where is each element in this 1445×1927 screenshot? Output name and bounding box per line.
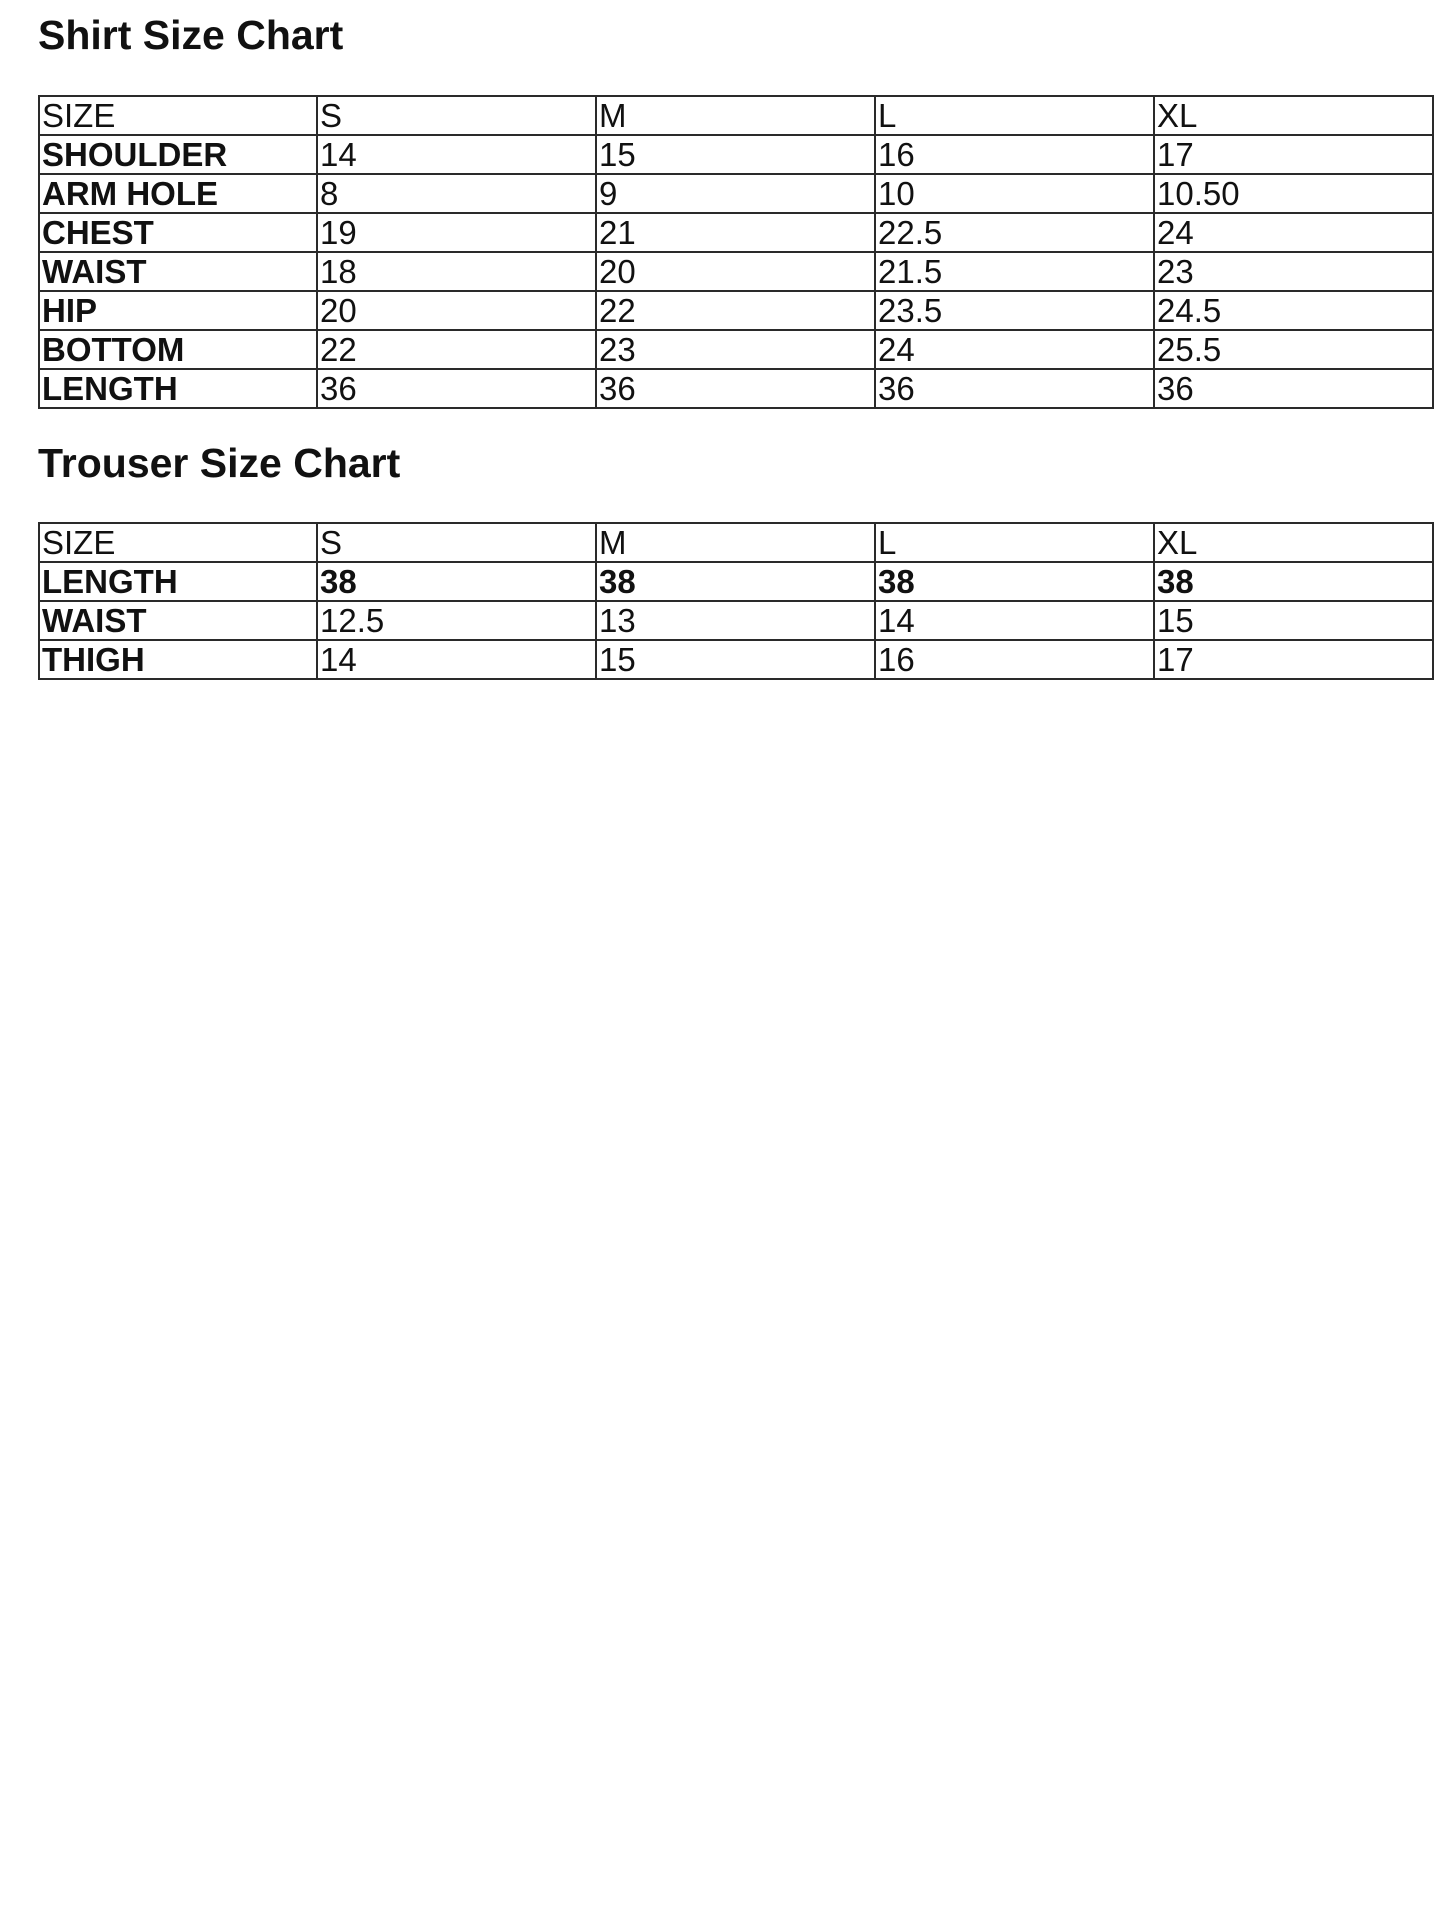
- shirt-table-cell: 22.5: [875, 213, 1154, 252]
- trouser-table-cell: XL: [1154, 523, 1433, 562]
- trouser-size-table-body: [39, 523, 1433, 679]
- shirt-table-cell: 24: [1154, 213, 1433, 252]
- shirt-table-cell: 21: [596, 213, 875, 252]
- shirt-table-cell: 20: [317, 291, 596, 330]
- trouser-table-cell: 15: [596, 640, 875, 679]
- shirt-table-cell: 24: [875, 330, 1154, 369]
- trouser-table-cell: S: [317, 523, 596, 562]
- shirt-table-cell: S: [317, 96, 596, 135]
- shirt-table-cell: 15: [596, 135, 875, 174]
- trouser-table-cell: 16: [875, 640, 1154, 679]
- shirt-table-cell: 17: [1154, 135, 1433, 174]
- shirt-table-cell: 24.5: [1154, 291, 1433, 330]
- table-row: [39, 601, 1433, 640]
- shirt-table-cell: 8: [317, 174, 596, 213]
- trouser-row-label: THIGH: [39, 640, 317, 679]
- shirt-row-label: HIP: [39, 291, 317, 330]
- trouser-row-label: SIZE: [39, 523, 317, 562]
- shirt-table-cell: 10: [875, 174, 1154, 213]
- shirt-table-cell: 18: [317, 252, 596, 291]
- shirt-table-cell: 14: [317, 135, 596, 174]
- shirt-size-chart-title: Shirt Size Chart: [38, 12, 344, 58]
- shirt-table-cell: 36: [875, 369, 1154, 408]
- trouser-table-cell: 12.5: [317, 601, 596, 640]
- table-row: [39, 330, 1433, 369]
- shirt-row-label: ARM HOLE: [39, 174, 317, 213]
- trouser-table-cell: 38: [596, 562, 875, 601]
- shirt-row-label: SIZE: [39, 96, 317, 135]
- shirt-table-cell: 22: [317, 330, 596, 369]
- shirt-table-cell: 16: [875, 135, 1154, 174]
- table-row: [39, 135, 1433, 174]
- trouser-table-cell: 14: [875, 601, 1154, 640]
- shirt-table-cell: 21.5: [875, 252, 1154, 291]
- trouser-table-cell: 38: [875, 562, 1154, 601]
- table-row: [39, 252, 1433, 291]
- shirt-table-cell: M: [596, 96, 875, 135]
- shirt-table-cell: L: [875, 96, 1154, 135]
- shirt-table-cell: XL: [1154, 96, 1433, 135]
- table-row: [39, 369, 1433, 408]
- table-row: [39, 562, 1433, 601]
- shirt-row-label: SHOULDER: [39, 135, 317, 174]
- trouser-size-table: [38, 522, 1434, 680]
- table-row: [39, 523, 1433, 562]
- shirt-table-cell: 23.5: [875, 291, 1154, 330]
- trouser-table-cell: M: [596, 523, 875, 562]
- shirt-row-label: CHEST: [39, 213, 317, 252]
- shirt-table-cell: 36: [1154, 369, 1433, 408]
- shirt-row-label: BOTTOM: [39, 330, 317, 369]
- trouser-row-label: LENGTH: [39, 562, 317, 601]
- shirt-row-label: LENGTH: [39, 369, 317, 408]
- trouser-table-cell: 15: [1154, 601, 1433, 640]
- shirt-table-cell: 36: [596, 369, 875, 408]
- table-row: [39, 640, 1433, 679]
- trouser-table-cell: L: [875, 523, 1154, 562]
- shirt-size-table: [38, 95, 1434, 409]
- trouser-table-cell: 38: [1154, 562, 1433, 601]
- shirt-table-cell: 9: [596, 174, 875, 213]
- shirt-table-cell: 23: [596, 330, 875, 369]
- table-row: [39, 213, 1433, 252]
- trouser-table-cell: 13: [596, 601, 875, 640]
- shirt-row-label: WAIST: [39, 252, 317, 291]
- table-row: [39, 96, 1433, 135]
- shirt-table-cell: 20: [596, 252, 875, 291]
- shirt-table-cell: 22: [596, 291, 875, 330]
- table-row: [39, 291, 1433, 330]
- trouser-table-cell: 17: [1154, 640, 1433, 679]
- shirt-size-table-body: [39, 96, 1433, 408]
- table-row: [39, 174, 1433, 213]
- shirt-table-cell: 25.5: [1154, 330, 1433, 369]
- shirt-table-cell: 10.50: [1154, 174, 1433, 213]
- trouser-table-cell: 38: [317, 562, 596, 601]
- trouser-table-cell: 14: [317, 640, 596, 679]
- trouser-row-label: WAIST: [39, 601, 317, 640]
- shirt-table-cell: 19: [317, 213, 596, 252]
- shirt-table-cell: 36: [317, 369, 596, 408]
- shirt-table-cell: 23: [1154, 252, 1433, 291]
- trouser-size-chart-title: Trouser Size Chart: [38, 440, 401, 486]
